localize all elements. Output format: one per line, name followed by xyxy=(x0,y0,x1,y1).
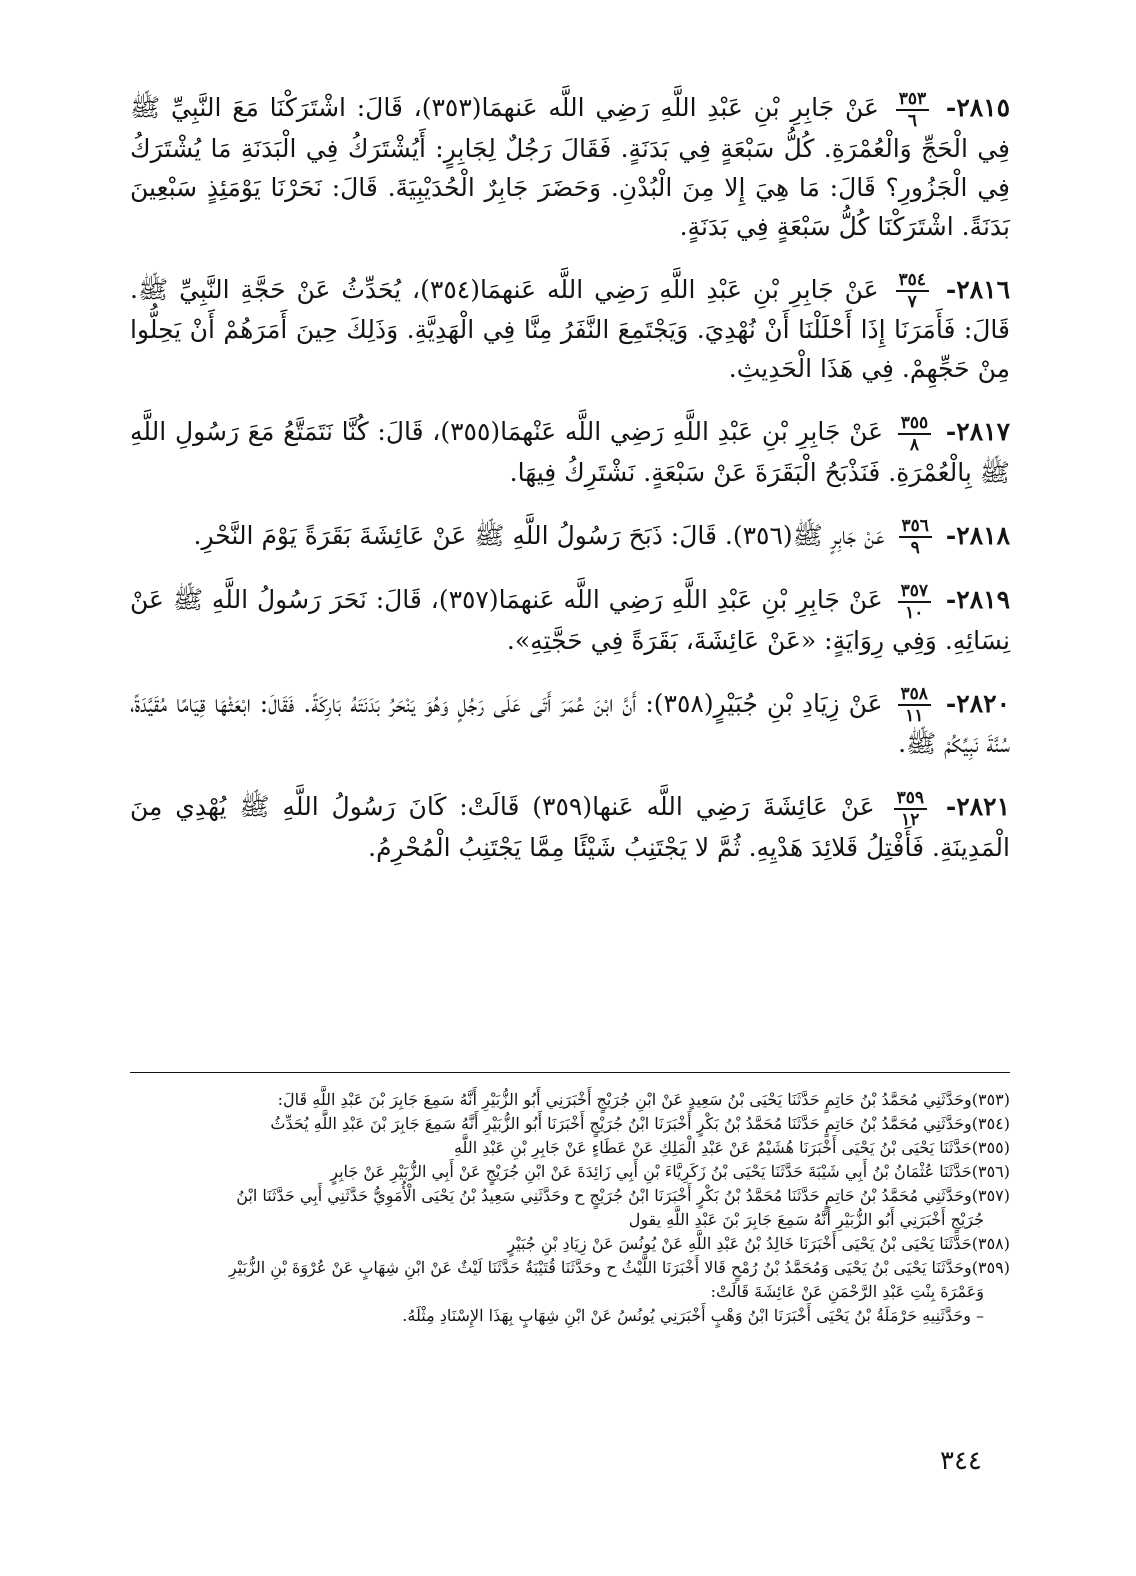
hadith-number: ٢٨٢٠- xyxy=(945,688,1011,718)
footnotes xyxy=(130,1088,1010,1328)
cross-reference xyxy=(896,272,929,310)
cross-reference xyxy=(894,787,927,830)
footnote-359: (٣٥٩)وحَدَّثَنَا يَحْيَى بْنُ يَحْيَى وَمُحَمَّدُ بْنُ رُمْحٍ قَالا أَخْبَرَنَا اللَّيْثُ ح وحَدَّثَنَا قُتَيْبَةُ حَدَّثَنَا لَيْثٌ عَنْ ابْنِ شِهَابٍ عَنْ عُرْوَةَ بْنِ الزُّبَيْرِ xyxy=(228,1258,1010,1277)
cross-reference xyxy=(896,88,929,131)
hadith-number: ٢٨١٦- xyxy=(945,274,1011,304)
cross-reference-top: ٣٥٥ xyxy=(898,415,931,435)
footnote-358: (٣٥٨)حَدَّثَنَا يَحْيَى بْنُ يَحْيَى أَخْبَرَنَا خَالِدُ بْنُ عَبْدِ اللَّهِ عَنْ يُونُسَ عَنْ زِيَادِ بْنِ جُبَيْرٍ xyxy=(507,1234,1010,1253)
cross-reference-bottom: ٨ xyxy=(909,434,920,455)
footnote-359-continued: وَعَمْرَةَ بِنْتِ عَبْدِ الرَّحْمَنِ عَنْ عَائِشَةَ قَالَتْ: xyxy=(710,1282,984,1301)
cross-reference xyxy=(898,686,931,724)
cross-reference xyxy=(898,580,931,623)
cross-reference-top: ٣٥٤ xyxy=(896,272,929,292)
main-text xyxy=(130,88,1010,891)
hadith-2815 xyxy=(130,88,1010,246)
cross-reference xyxy=(899,518,932,556)
hadith-number: ٢٨١٨- xyxy=(945,520,1010,550)
cross-reference-bottom: ٧ xyxy=(907,292,917,312)
cross-reference-top: ٣٥٦ xyxy=(899,518,932,538)
page-number: ٣٤٤ xyxy=(940,1446,982,1476)
hadith-text: عَنْ زِيَادِ بْنِ جُبَيْرٍ(٣٥٨): أَنَّ ابْنَ عُمَرَ أَتَى عَلَى رَجُلٍ وَهُوَ يَنْحَرُ بَدَنَتَهُ بَارِكَةً. فَقَالَ: ابْعَثْهَا قِيَامًا مُقَيَّدَةً، سُنَّةَ نَبِيِّكُمْ ﷺ. xyxy=(130,688,1010,758)
cross-reference xyxy=(898,412,931,455)
cross-reference-top: ٣٥٣ xyxy=(896,91,929,111)
cross-reference-top: ٣٥٧ xyxy=(898,583,931,603)
hadith-number: ٢٨١٩- xyxy=(945,585,1010,614)
hadith-number: ٢٨٢١- xyxy=(945,792,1010,821)
hadith-text: عَنْ جَابِرٍ ﷺ(٣٥٦). قَالَ: ذَبَحَ رَسُولُ اللَّهِ ﷺ عَنْ عَائِشَةَ بَقَرَةً يَوْمَ النَّحْرِ. xyxy=(193,520,885,550)
cross-reference-bottom: ١١ xyxy=(905,706,924,726)
footnote-357: (٣٥٧)وحَدَّثَنِي مُحَمَّدُ بْنُ حَاتِمٍ حَدَّثَنَا مُحَمَّدُ بْنُ بَكْرٍ أَخْبَرَنَا ابْنُ جُرَيْجٍ ح وحَدَّثَنِي سَعِيدُ بْنُ يَحْيَى الْأُمَوِيُّ حَدَّثَنِي أَبِي حَدَّثَنَا ابْنُ xyxy=(236,1186,1010,1205)
cross-reference-bottom: ٩ xyxy=(910,538,920,558)
cross-reference-bottom: ١٠ xyxy=(905,602,924,623)
hadith-number: ٢٨١٥- xyxy=(945,93,1011,122)
hadith-text: عَنْ عَائِشَةَ رَضِي اللَّه عَنها(٣٥٩) قَالَتْ: كَانَ رَسُولُ اللَّهِ ﷺ يُهْدِي مِنَ الْمَدِينَةِ. فَأَفْتِلُ قَلائِدَ هَدْيِهِ. ثُمَّ لا يَجْتَنِبُ شَيْئًا مِمَّا يَجْتَنِبُ الْمُحْرِمُ. xyxy=(130,792,1010,862)
footnote-355: (٣٥٥)حَدَّثَنَا يَحْيَى بْنُ يَحْيَى أَخْبَرَنَا هُشَيْمٌ عَنْ عَبْدِ الْمَلِكِ عَنْ عَطَاءٍ عَنْ جَابِرِ بْنِ عَبْدِ اللَّهِ xyxy=(453,1138,1010,1157)
cross-reference-top: ٣٥٨ xyxy=(898,686,931,706)
hadith-2820 xyxy=(130,684,1010,764)
hadith-text: عَنْ جَابِرِ بْنِ عَبْدِ اللَّهِ رَضِي اللَّه عَنْهمَا(٣٥٥)، قَالَ: كُنَّا نَتَمَتَّعُ مَعَ رَسُولِ اللَّهِ ﷺ بِالْعُمْرَةِ. فَنَذْبَحُ الْبَقَرَةَ عَنْ سَبْعَةٍ. نَشْتَرِكُ فِيهَا. xyxy=(130,417,1010,487)
footnote-353: (٣٥٣)وحَدَّثَنِي مُحَمَّدُ بْنُ حَاتِمٍ حَدَّثَنَا يَحْيَى بْنُ سَعِيدٍ عَنْ ابْنِ جُرَيْجٍ أَخْبَرَنِي أَبُو الزُّبَيْرِ أَنَّهُ سَمِعَ جَابِرَ بْنَ عَبْدِ اللَّهِ قَالَ: xyxy=(277,1090,1010,1109)
footnote-359-alternate-chain: – وحَدَّثَنِيهِ حَرْمَلَةُ بْنُ يَحْيَى أَخْبَرَنَا ابْنُ وَهْبٍ أَخْبَرَنِي يُونُسُ عَنْ ابْنِ شِهَابٍ بِهَذَا الإِسْنَادِ مِثْلَهُ. xyxy=(402,1306,984,1325)
hadith-number: ٢٨١٧- xyxy=(945,417,1010,446)
hadith-text: عَنْ جَابِرِ بْنِ عَبْدِ اللَّهِ رَضِي اللَّه عَنهمَا(٣٥٧)، قَالَ: نَحَرَ رَسُولُ اللَّهِ ﷺ عَنْ نِسَائِهِ. وَفِي رِوَايَةٍ: «عَنْ عَائِشَةَ، بَقَرَةً فِي حَجَّتِهِ». xyxy=(130,585,1010,655)
footnote-separator xyxy=(130,1072,1010,1073)
hadith-text: عَنْ جَابِرِ بْنِ عَبْدِ اللَّهِ رَضِي اللَّه عَنهمَا(٣٥٣)، قَالَ: اشْتَرَكْنَا مَعَ النَّبِيِّ ﷺ فِي الْحَجِّ وَالْعُمْرَةِ. كُلُّ سَبْعَةٍ فِي بَدَنَةٍ. فَقَالَ رَجُلٌ لِجَابِرٍ: أَيُشْتَرَكُ فِي الْبَدَنَةِ مَا يُشْتَرَكُ فِي الْجَزُورِ؟ قَالَ: مَا هِيَ إِلا مِنَ الْبُدْنِ. وَحَضَرَ جَابِرٌ الْحُدَيْبِيَةَ. قَالَ: نَحَرْنَا يَوْمَئِذٍ سَبْعِينَ بَدَنَةً. اشْتَرَكْنَا كُلُّ سَبْعَةٍ فِي بَدَنَةٍ. xyxy=(130,93,1010,241)
footnote-357-continued: جُرَيْجٍ أَخْبَرَنِي أَبُو الزُّبَيْرِ أَنَّهُ سَمِعَ جَابِرَ بْنَ عَبْدِ اللَّهِ يقول xyxy=(628,1210,984,1229)
hadith-2818 xyxy=(130,516,1010,557)
hadith-2817 xyxy=(130,412,1010,492)
cross-reference-top: ٣٥٩ xyxy=(894,790,927,810)
hadith-text: عَنْ جَابِرِ بْنِ عَبْدِ اللَّهِ رَضِي اللَّه عَنهمَا(٣٥٤)، يُحَدِّثُ عَنْ حَجَّةِ النَّبِيِّ ﷺ. قَالَ: فَأَمَرَنَا إِذَا أَحْلَلْنَا أَنْ نُهْدِيَ. وَيَجْتَمِعَ النَّفَرُ مِنَّا فِي الْهَدِيَّةِ. وَذَلِكَ حِينَ أَمَرَهُمْ أَنْ يَحِلُّوا مِنْ حَجِّهِمْ. فِي هَذَا الْحَدِيثِ. xyxy=(130,274,1010,383)
cross-reference-bottom: ٦ xyxy=(907,110,917,131)
footnote-356: (٣٥٦)حَدَّثَنَا عُثْمَانُ بْنُ أَبِي شَيْبَةَ حَدَّثَنَا يَحْيَى بْنُ زَكَرِيَّاءَ بْنِ أَبِي زَائِدَةَ عَنْ ابْنِ جُرَيْجٍ عَنْ أَبِي الزُّبَيْرِ عَنْ جَابِرٍ xyxy=(330,1162,1010,1181)
cross-reference-bottom: ١٢ xyxy=(901,809,920,830)
footnote-354: (٣٥٤)وحَدَّثَنِي مُحَمَّدُ بْنُ حَاتِمٍ حَدَّثَنَا مُحَمَّدُ بْنُ بَكْرٍ أَخْبَرَنَا ابْنُ جُرَيْجٍ أَخْبَرَنَا أَبُو الزُّبَيْرِ أَنَّهُ سَمِعَ جَابِرَ بْنَ عَبْدِ اللَّهِ يُحَدِّثُ xyxy=(270,1114,1010,1133)
hadith-2821 xyxy=(130,787,1010,867)
hadith-2816 xyxy=(130,270,1010,389)
hadith-2819 xyxy=(130,580,1010,660)
